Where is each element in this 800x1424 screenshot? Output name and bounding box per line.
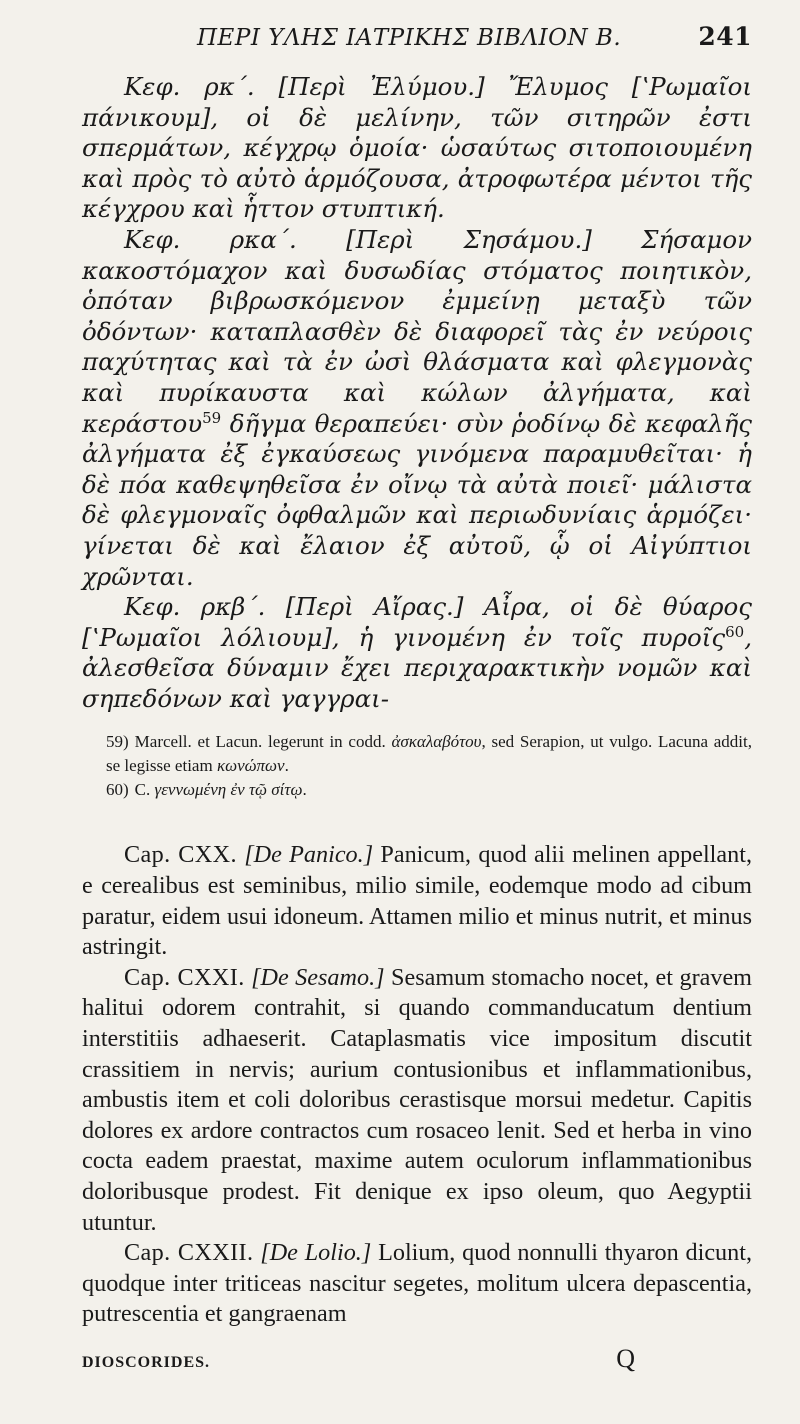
greek-chapter-120 (82, 72, 752, 225)
footnote-ref: 60 (725, 622, 745, 641)
chapter-number: Cap. CXX. (124, 841, 237, 869)
chapter-title: [Περὶ Αἴρας.] (285, 592, 464, 622)
footnote-number: 59) (106, 732, 129, 752)
latin-chapter-122 (82, 1238, 752, 1330)
greek-chapter-121 (82, 225, 752, 592)
chapter-title: [Περὶ Σησάμου.] (346, 224, 592, 254)
chapter-title: [De Lolio.] (260, 1239, 372, 1267)
chapter-number: Κεφ. ρκα΄. (124, 224, 297, 254)
footnote-59: 59) Marcell. et Lacun. legerunt in codd. ἀσκαλαβότου, sed Serapion, ut vulgo. Lacuna addit, se legisse etiam κωνώπων. (106, 732, 752, 776)
chapter-title: [Περὶ Ἐλύμου.] (278, 72, 485, 101)
footnote-text: C. (134, 780, 155, 800)
footnotes (82, 730, 752, 802)
chapter-body: Αἶρα, οἱ δὲ θύαρος [ʽΡωμαῖοι λόλιουμ], ἡ γινομένη ἐν τοῖς πυροῖς (82, 592, 752, 652)
latin-chapter-120 (82, 840, 752, 962)
greek-chapter-122 (82, 592, 752, 714)
footnote-60 (106, 778, 752, 802)
chapter-body: Ἔλυμος [ʽΡωμαῖοι πάνικουμ], οἱ δὲ μελίνην, τῶν σιτηρῶν ἐστι σπερμάτων, κέγχρῳ ὁμοία· ὡσαύτως σιτοποιουμένη καὶ πρὸς τὸ αὐτὸ ἁρμόζουσα, ἀτροφωτέρα μέντοι τῆς κέγχρου καὶ ἧττον στυπτική. (82, 72, 752, 224)
footnote-ref: 59 (202, 408, 222, 427)
chapter-body-cont: δῆγμα θεραπεύει· σὺν ῥοδίνῳ δὲ κεφαλῆς ἀλγήματα ἐξ ἐγκαύσεως γινόμενα παραμυθεῖται· ἡ δὲ πόα καθεψηθεῖσα ἐν οἴνῳ τὰ αὐτὰ ποιεῖ· μάλιστα δὲ φλεγμοναῖς ὀφθαλμῶν καὶ περιωδυνίαις ἁρμόζει· γίνεται δὲ καὶ ἔλαιον ἐξ αὐτοῦ, ᾧ οἱ Αἰγύπτιοι χρῶνται. (82, 408, 752, 591)
footnote-greek: γεννωμένη ἐν τῷ σίτῳ (154, 780, 303, 800)
running-head-title: ΠΕΡΙ ΥΛΗΣ ΙΑΤΡΙΚΗΣ ΒΙΒΛΙΟΝ Β. (197, 25, 622, 51)
page-number: 241 (698, 22, 752, 51)
latin-text (82, 840, 752, 1330)
footnote-text: Marcell. et Lacun. legerunt in codd. (134, 732, 392, 752)
chapter-title: [De Panico.] (244, 841, 374, 869)
greek-text (82, 72, 752, 714)
footnote-number: 60) (106, 780, 129, 800)
chapter-number: Cap. CXXII. (124, 1239, 254, 1267)
latin-chapter-121 (82, 963, 752, 1238)
page-footer (82, 1344, 635, 1374)
chapter-number: Cap. CXXI. (124, 963, 245, 991)
chapter-body: Panicum, quod alii melinen appellant, e cerealibus est seminibus, milio simile, eodemque modo ad cibum paratur, eidem usui idoneum. Attamen milio et minus nutrit, et minus astringit. (82, 841, 753, 961)
chapter-title: [De Sesamo.] (251, 963, 385, 991)
footnote-text: , sed Serapion, ut vulgo. Lacuna addit, se legisse etiam (106, 732, 752, 776)
footnote-greek: κωνώπων (216, 756, 285, 776)
chapter-body: Sesamum stomacho nocet, et gravem halitui odorem contrahit, si quando commanducatum dentium interstitiis adhaeserit. Cataplasmatis vice impositum discutit crassitiem in nervis; aurium contusionibus et inflammationibus, ambustis item et coli doloribus cerastisque morsui medetur. Capitis dolores ex ardore contractos cum rosaceo lenit. Sed et herba in vino cocta eadem praestat, maxime autem oculorum inflammationibus doloribusque prodest. Fit denique ex ipso oleum, quo Aegyptii utuntur. (82, 963, 752, 1236)
chapter-body-cont: , ἀλεσθεῖσα δύναμιν ἔχει περιχαρακτικὴν νομῶν καὶ σηπεδόνων καὶ γαγγραι- (82, 622, 752, 713)
running-head (82, 22, 752, 72)
chapter-number: Κεφ. ρκβ΄. (124, 592, 266, 622)
footnote-greek: ἀσκαλαβότου (391, 732, 482, 752)
chapter-body: Lolium, quod nonnulli thyaron dicunt, quodque inter triticeas nascitur segetes, molitum ulcera depascentia, putrescentia et gangraenam (82, 1239, 753, 1328)
signature-line: DIOSCORIDES. (82, 1354, 211, 1371)
chapter-number: Κεφ. ρκ΄. (124, 72, 255, 101)
signature-mark: Q (616, 1344, 635, 1373)
chapter-body: Σήσαμον κακοστόμαχον καὶ δυσωδίας στόματος ποιητικὸν, ὁπόταν βιβρωσκόμενον ἐμμείνῃ μεταξὺ τῶν ὀδόντων· καταπλασθὲν δὲ διαφορεῖ τὰς ἐν νεύροις παχύτητας καὶ τὰ ἐν ὠσὶ θλάσματα καὶ φλεγμονὰς καὶ πυρίκαυστα καὶ κώλων ἀλγήματα, καὶ κεράστου (82, 224, 752, 438)
footnote-text: . (302, 780, 307, 800)
